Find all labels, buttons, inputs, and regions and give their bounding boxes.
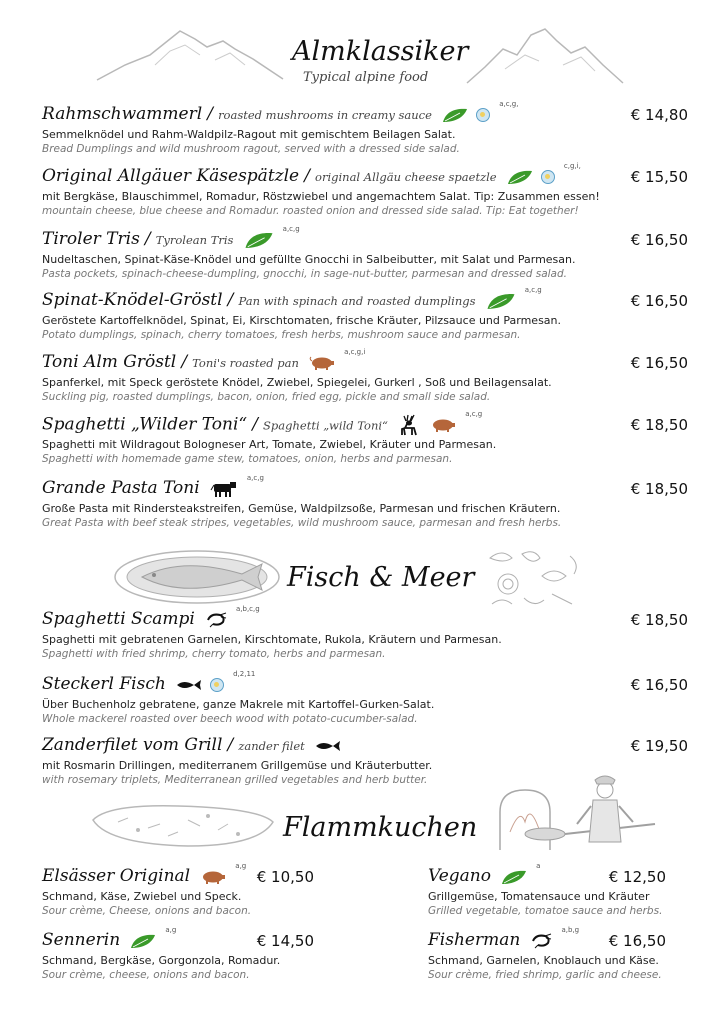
item-name: Elsässer Original [42,866,191,886]
item-name: Zanderfilet vom Grill [42,735,223,755]
fish-icon [176,679,202,691]
item-name: Spaghetti „Wilder Toni“ [42,414,248,435]
menu-item [428,862,666,918]
item-description-de: Schmand, Käse, Zwiebel und Speck. [42,890,242,903]
item-price: € 18,50 [630,416,688,434]
item-name: Grande Pasta Toni [42,478,200,498]
item-description-de: Geröstete Kartoffelknödel, Spinat, Ei, Kirschtomaten, frische Kräuter, Pilzsauce und Parmesan. [42,314,562,327]
item-separator: / [227,735,234,755]
item-name: Vegano [428,866,491,886]
pig-icon [430,417,456,433]
leaf-icon [486,292,516,310]
item-separator: / [252,414,258,435]
item-description-de: Semmelknödel und Rahm-Waldpilz-Ragout mit gemischtem Beilagen Salat. [42,128,456,141]
item-description-de: Über Buchenholz gebratene, ganze Makrele mit Kartoffel-Gurken-Salat. [42,698,435,711]
halal-badge-icon [210,678,224,692]
halal-badge-icon [541,170,555,184]
item-allergens: a,g [165,926,177,934]
menu-item [42,286,688,342]
item-description-de: Spaghetti mit Wildragout Bologneser Art, Tomate, Zwiebel, Kräuter und Parmesan. [42,438,497,451]
item-description-de: Grillgemüse, Tomatensauce und Kräuter [428,890,650,903]
pig-icon [309,355,335,371]
item-description-de: Spanferkel, mit Speck geröstete Knödel, Zwiebel, Spiegelei, Gurkerl , Soß und Beilagensalat. [42,376,552,389]
item-subtitle: zander filet [238,739,305,753]
item-separator: / [144,229,151,249]
item-price: € 16,50 [630,231,688,249]
item-allergens: a,c,g [465,410,483,418]
item-name: Original Allgäuer Käsespätzle [42,166,300,186]
section-subtitle-almklassiker: Typical alpine food [303,70,429,85]
leaf-icon [501,869,527,885]
item-name: Fisherman [428,930,521,950]
item-separator: / [227,290,234,310]
item-description-de: mit Bergkäse, Blauschimmel, Romadur, Röstzwiebel und angemachtem Salat. Tip: Zusammen essen! [42,190,600,203]
item-subtitle: Toni's roasted pan [192,356,299,370]
item-description-en: Suckling pig, roasted dumplings, bacon, onion, fried egg, pickle and small side salad. [42,391,491,403]
item-description-en: Pasta pockets, spinach-cheese-dumpling, gnocchi, in sage-nut-butter, parmesan and dressed salad. [42,268,567,280]
item-description-en: Whole mackerel roasted over beech wood with potato-cucumber-salad. [42,713,418,725]
menu-item [42,410,688,466]
item-price: € 16,50 [630,292,688,310]
item-subtitle: Tyrolean Tris [155,233,234,247]
menu-item [42,605,688,661]
menu-item [42,926,314,982]
item-description-de: Große Pasta mit Rindersteakstreifen, Gemüse, Waldpilzsoße, Parmesan und frischen Kräutern. [42,502,561,515]
item-separator: / [207,104,213,124]
item-allergens: a [536,862,541,870]
mountain-left-illustration [95,25,285,83]
item-description-en: Spaghetti with fried shrimp, cherry tomato, herbs and parmesan. [42,648,386,660]
item-name: Sennerin [42,930,121,950]
item-name: Spinat-Knödel-Gröstl [42,290,223,310]
item-description-de: Spaghetti mit gebratenen Garnelen, Kirschtomate, Rukola, Kräutern und Parmesan. [42,633,502,646]
item-allergens: a,c,g [246,474,264,482]
item-price: € 14,50 [256,932,314,950]
shrimp-icon [530,933,552,949]
item-allergens: a,b,g [561,926,580,934]
menu-item [42,862,314,918]
mountain-right-illustration [465,25,625,87]
item-allergens: a,c,g [282,225,300,233]
item-separator: / [181,352,188,372]
item-name: Toni Alm Gröstl [42,352,177,372]
item-allergens: c,g,i, [563,162,581,170]
section-title-fisch-meer: Fisch & Meer [287,562,475,593]
item-description-de: Schmand, Bergkäse, Gorgonzola, Romadur. [42,954,281,967]
item-price: € 12,50 [608,868,666,886]
menu-item [428,926,666,982]
menu-item [42,474,688,530]
section-title-flammkuchen: Flammkuchen [283,812,478,843]
shrimp-icon [205,612,227,628]
menu-item [42,670,688,726]
leaf-icon [442,107,468,123]
item-separator: / [304,166,310,186]
item-price: € 19,50 [630,737,688,755]
item-subtitle: roasted mushrooms in creamy sauce [218,108,432,122]
leaf-icon [244,231,274,249]
item-price: € 16,50 [630,676,688,694]
item-description-en: Spaghetti with homemade game stew, tomatoes, onion, herbs and parmesan. [42,453,453,465]
item-name: Steckerl Fisch [42,674,166,694]
item-allergens: d,2,11 [233,670,256,678]
item-description-de: Nudeltaschen, Spinat-Käse-Knödel und gefüllte Gnocchi in Salbeibutter, mit Salat und Parmesan. [42,253,576,266]
baker-oven-illustration [495,772,665,852]
menu-item [42,100,688,156]
item-description-en: Sour crème, Cheese, onions and bacon. [42,905,252,917]
fish-plate-illustration [112,548,282,606]
item-description-en: with rosemary triplets, Mediterranean grilled vegetables and herb butter. [42,774,428,786]
item-allergens: a,c,g,i [344,348,366,356]
item-price: € 16,50 [608,932,666,950]
item-description-en: Great Pasta with beef steak stripes, vegetables, wild mushroom sauce, parmesan and fresh herbs. [42,517,562,529]
section-title-almklassiker: Almklassiker [292,36,469,67]
item-description-en: Grilled vegetable, tomatoe sauce and herbs. [428,905,663,917]
menu-item [42,162,688,218]
deer-icon [398,414,420,436]
item-allergens: a,c,g [524,286,542,294]
item-description-en: Sour crème, fried shrimp, garlic and cheese. [428,969,662,981]
item-price: € 10,50 [256,868,314,886]
seafood-sketch-illustration [482,546,592,614]
fish-icon [315,740,341,752]
item-description-en: Potato dumplings, spinach, cherry tomatoes, fresh herbs, mushroom sauce and parmesan. [42,329,521,341]
menu-item [42,225,688,281]
item-price: € 15,50 [630,168,688,186]
item-description-de: Schmand, Garnelen, Knoblauch und Käse. [428,954,659,967]
item-description-en: Sour crème, cheese, onions and bacon. [42,969,250,981]
item-subtitle: Pan with spinach and roasted dumplings [238,294,476,308]
leaf-icon [507,169,533,185]
item-name: Tiroler Tris [42,229,140,249]
pig-icon [200,869,226,885]
item-price: € 14,80 [630,106,688,124]
halal-badge-icon [476,108,490,122]
cow-icon [210,480,238,498]
item-description-en: Bread Dumplings and wild mushroom ragout, served with a dressed side salad. [42,143,460,155]
item-description-de: mit Rosmarin Drillingen, mediterranem Grillgemüse und Kräuterbutter. [42,759,433,772]
item-name: Spaghetti Scampi [42,609,195,629]
item-allergens: a,b,c,g [236,605,260,613]
item-subtitle: Spaghetti „wild Toni“ [263,418,388,433]
leaf-icon [130,933,156,949]
item-description-en: mountain cheese, blue cheese and Romadur. roasted onion and dressed side salad. Tip: Eat together! [42,205,579,217]
flatbread-illustration [88,800,278,852]
menu-item [42,348,688,404]
item-subtitle: original Allgäu cheese spaetzle [315,170,497,184]
item-price: € 18,50 [630,611,688,629]
item-allergens: a,c,g, [499,100,519,108]
item-name: Rahmschwammerl [42,104,203,124]
item-allergens: a,g [235,862,247,870]
item-price: € 16,50 [630,354,688,372]
item-price: € 18,50 [630,480,688,498]
